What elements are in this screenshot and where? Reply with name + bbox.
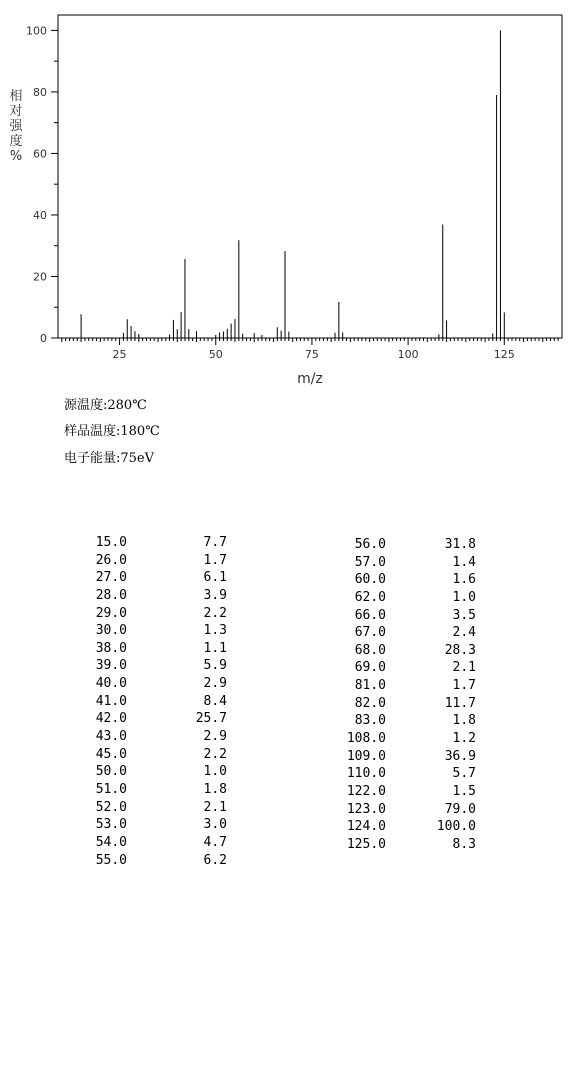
intensity-value: 100.0	[436, 819, 476, 835]
table-row	[80, 569, 230, 587]
intensity-value: 6.1	[203, 570, 227, 586]
table-row	[80, 657, 230, 675]
intensity-value: 2.1	[452, 660, 476, 676]
intensity-value: 1.0	[452, 589, 476, 605]
mz-value: 53.0	[95, 817, 127, 833]
mz-value: 81.0	[354, 678, 386, 694]
mz-value: 40.0	[95, 676, 127, 692]
y-tick-label: 80	[33, 85, 47, 99]
mz-value: 27.0	[95, 570, 127, 586]
peak-table-left	[80, 534, 230, 869]
table-row	[80, 693, 230, 711]
mz-value: 67.0	[354, 625, 386, 641]
mz-value: 60.0	[354, 572, 386, 588]
mz-value: 56.0	[354, 537, 386, 552]
mz-value: 69.0	[354, 660, 386, 676]
intensity-value: 2.1	[203, 799, 227, 815]
intensity-value: 1.0	[203, 764, 227, 780]
mz-value: 30.0	[95, 623, 127, 639]
intensity-value: 2.2	[203, 605, 227, 621]
mz-value: 82.0	[354, 695, 386, 711]
intensity-value: 2.9	[203, 729, 227, 745]
table-row	[80, 622, 230, 640]
table-row	[80, 746, 230, 764]
intensity-value: 1.7	[452, 678, 476, 694]
table-row	[80, 799, 230, 817]
mz-value: 55.0	[95, 852, 127, 868]
intensity-value: 2.4	[452, 625, 476, 641]
plot-frame	[58, 15, 562, 338]
intensity-value: 1.2	[452, 731, 476, 747]
table-row	[80, 534, 230, 552]
mz-value: 50.0	[95, 764, 127, 780]
table-row	[80, 552, 230, 570]
intensity-value: 31.8	[444, 537, 476, 552]
table-row	[330, 677, 480, 695]
mz-value: 45.0	[95, 746, 127, 762]
intensity-value: 1.4	[452, 554, 476, 570]
mz-value: 51.0	[95, 781, 127, 797]
intensity-value: 79.0	[444, 801, 476, 817]
mz-value: 68.0	[354, 642, 386, 658]
electron-energy: 电子能量:75eV	[64, 451, 155, 466]
mz-value: 110.0	[346, 766, 386, 782]
intensity-value: 1.5	[452, 783, 476, 799]
intensity-value: 6.2	[203, 852, 227, 868]
x-tick-label: 50	[208, 348, 223, 361]
table-row	[330, 607, 480, 625]
x-axis-label: m/z	[297, 371, 323, 387]
intensity-value: 11.7	[444, 695, 476, 711]
intensity-value: 3.0	[203, 817, 227, 833]
intensity-value: 1.8	[452, 713, 476, 729]
intensity-value: 7.7	[203, 535, 227, 550]
table-row	[330, 712, 480, 730]
mz-value: 124.0	[346, 819, 386, 835]
mz-value: 54.0	[95, 834, 127, 850]
mz-value: 39.0	[95, 658, 127, 674]
table-row	[330, 836, 480, 854]
y-axis-label: 相对强度%	[9, 89, 23, 164]
intensity-value: 25.7	[195, 711, 227, 727]
table-row	[80, 728, 230, 746]
x-tick-label: 75	[304, 348, 319, 361]
mz-value: 28.0	[95, 587, 127, 603]
mz-value: 42.0	[95, 711, 127, 727]
table-row	[330, 818, 480, 836]
intensity-value: 1.8	[203, 781, 227, 797]
intensity-value: 1.7	[203, 552, 227, 568]
mz-value: 41.0	[95, 693, 127, 709]
mz-value: 122.0	[346, 783, 386, 799]
table-row	[80, 834, 230, 852]
table-row	[330, 624, 480, 642]
mz-value: 66.0	[354, 607, 386, 623]
intensity-value: 1.6	[452, 572, 476, 588]
intensity-value: 5.7	[452, 766, 476, 782]
table-row	[330, 536, 480, 554]
table-row	[80, 675, 230, 693]
peak-table-right	[330, 536, 480, 854]
table-row	[80, 640, 230, 658]
peaks	[81, 30, 504, 338]
y-tick-label: 100	[26, 24, 47, 38]
y-tick-label: 0	[40, 332, 47, 345]
y-tick-label: 20	[33, 270, 47, 284]
table-row	[330, 571, 480, 589]
plot-border	[58, 15, 562, 338]
table-row	[330, 730, 480, 748]
mz-value: 125.0	[346, 836, 386, 852]
intensity-value: 8.4	[203, 693, 227, 709]
x-tick-label: 25	[112, 348, 127, 361]
axes	[26, 24, 558, 361]
sample-temperature: 样品温度:180℃	[64, 424, 160, 439]
mz-value: 38.0	[95, 640, 127, 656]
table-row	[80, 781, 230, 799]
intensity-value: 3.5	[452, 607, 476, 623]
table-row	[330, 642, 480, 660]
table-row	[80, 852, 230, 870]
intensity-value: 1.1	[203, 640, 227, 656]
intensity-value: 2.2	[203, 746, 227, 762]
table-row	[80, 816, 230, 834]
table-row	[80, 587, 230, 605]
x-tick-label: 125	[493, 348, 515, 361]
table-row	[330, 659, 480, 677]
table-row	[330, 748, 480, 766]
mz-value: 26.0	[95, 552, 127, 568]
table-row	[330, 765, 480, 783]
intensity-value: 5.9	[203, 658, 227, 674]
mz-value: 109.0	[346, 748, 386, 764]
intensity-value: 4.7	[203, 834, 227, 850]
intensity-value: 36.9	[444, 748, 476, 764]
intensity-value: 8.3	[452, 836, 476, 852]
table-row	[330, 801, 480, 819]
mz-value: 15.0	[95, 535, 127, 550]
table-row	[80, 710, 230, 728]
mz-value: 108.0	[346, 731, 386, 747]
axis-labels	[9, 85, 323, 387]
table-row	[330, 554, 480, 572]
mz-value: 29.0	[95, 605, 127, 621]
source-temperature: 源温度:280℃	[64, 398, 147, 413]
y-tick-label: 40	[33, 208, 47, 222]
table-row	[80, 763, 230, 781]
table-row	[330, 783, 480, 801]
x-tick-label: 100	[397, 348, 419, 361]
mz-value: 57.0	[354, 554, 386, 570]
mz-value: 123.0	[346, 801, 386, 817]
y-tick-label: 60	[33, 147, 47, 161]
mz-value: 43.0	[95, 729, 127, 745]
intensity-value: 2.9	[203, 676, 227, 692]
mz-value: 52.0	[95, 799, 127, 815]
table-row	[330, 589, 480, 607]
mz-value: 62.0	[354, 589, 386, 605]
intensity-value: 1.3	[203, 623, 227, 639]
mass-spectrum-chart	[0, 0, 570, 395]
intensity-value: 28.3	[444, 642, 476, 658]
mz-value: 83.0	[354, 713, 386, 729]
table-row	[80, 605, 230, 623]
intensity-value: 3.9	[203, 587, 227, 603]
table-row	[330, 695, 480, 713]
